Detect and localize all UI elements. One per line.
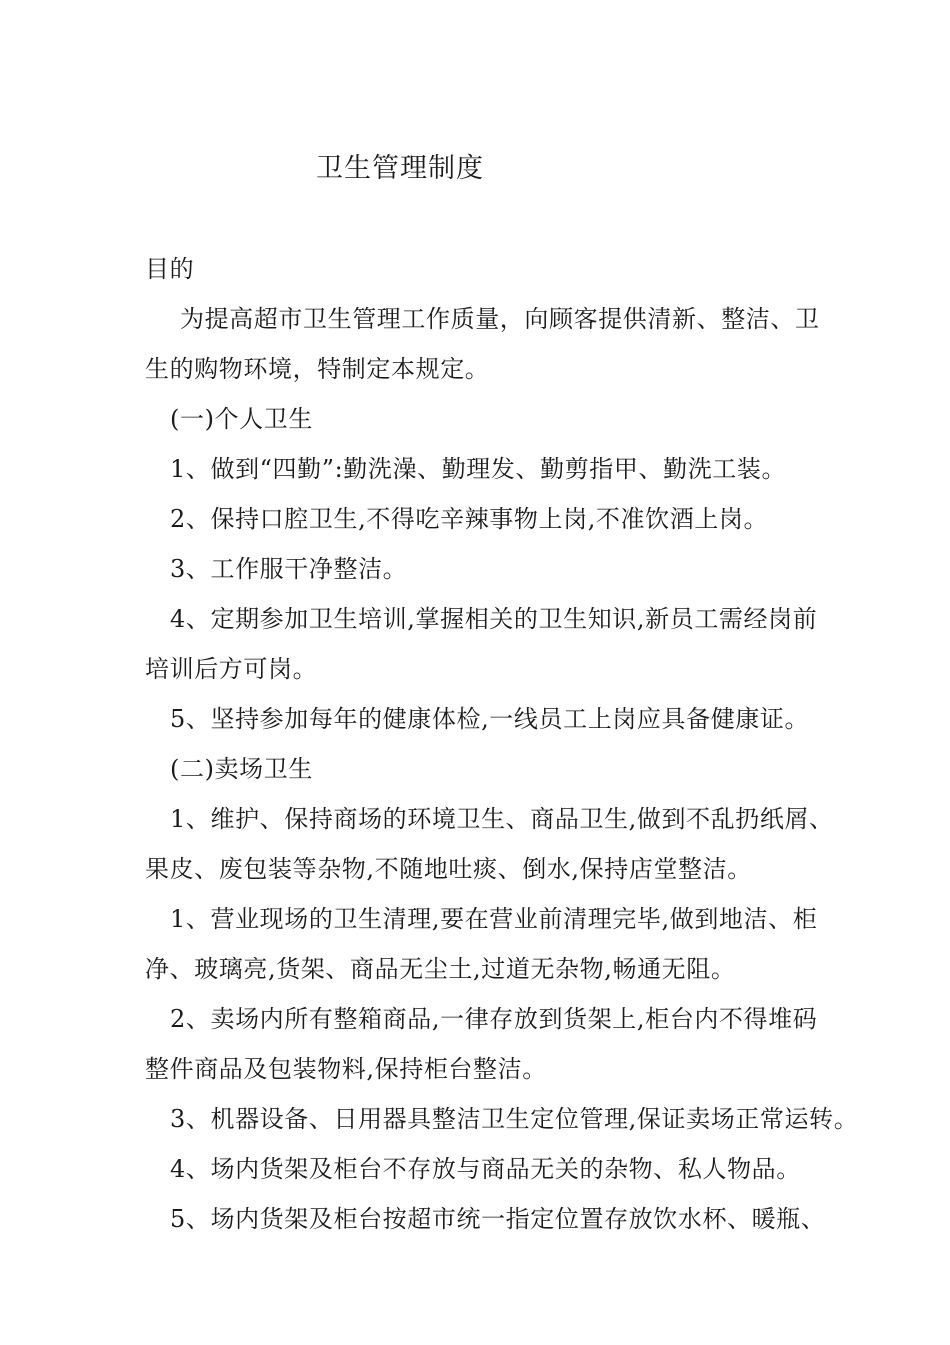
section-personal-hygiene-heading: (一)个人卫生: [170, 405, 313, 433]
personal-item-3: 3、工作服干净整洁。: [170, 555, 408, 583]
personal-item-1: 1、做到“四勤”:勤洗澡、勤理发、勤剪指甲、勤洗工装。: [170, 455, 787, 483]
personal-item-4-line-1: 4、定期参加卫生培训,掌握相关的卫生知识,新员工需经岗前: [170, 605, 818, 633]
purpose-paragraph-line-1: 为提高超市卫生管理工作质量，向顾客提供清新、整洁、卫: [180, 305, 820, 333]
store-item-2-line-2: 整件商品及包装物料,保持柜台整洁。: [145, 1055, 547, 1083]
store-item-5: 5、场内货架及柜台按超市统一指定位置存放饮水杯、暖瓶、: [170, 1205, 826, 1233]
document-title: 卫生管理制度: [316, 153, 484, 184]
store-item-2-line-1: 2、卖场内所有整箱商品,一律存放到货架上,柜台内不得堆码: [170, 1005, 818, 1033]
store-item-1-line-2: 果皮、废包装等杂物,不随地吐痰、倒水,保持店堂整洁。: [145, 855, 752, 883]
store-item-1-line-1: 1、维护、保持商场的环境卫生、商品卫生,做到不乱扔纸屑、: [170, 805, 834, 833]
store-item-3: 3、机器设备、日用器具整洁卫生定位管理,保证卖场正常运转。: [170, 1105, 859, 1133]
purpose-heading: 目的: [145, 255, 195, 283]
personal-item-4-line-2: 培训后方可岗。: [145, 655, 318, 683]
personal-item-2: 2、保持口腔卫生,不得吃辛辣事物上岗,不准饮酒上岗。: [170, 505, 769, 533]
store-item-1b-line-2: 净、玻璃亮,货架、商品无尘土,过道无杂物,畅通无阻。: [145, 955, 736, 983]
purpose-paragraph-line-2: 生的购物环境，特制定本规定。: [145, 355, 490, 383]
store-item-4: 4、场内货架及柜台不存放与商品无关的杂物、私人物品。: [170, 1155, 801, 1183]
section-store-hygiene-heading: (二)卖场卫生: [170, 755, 313, 783]
store-item-1b-line-1: 1、营业现场的卫生清理,要在营业前清理完毕,做到地洁、柜: [170, 905, 818, 933]
personal-item-5: 5、坚持参加每年的健康体检,一线员工上岗应具备健康证。: [170, 705, 810, 733]
